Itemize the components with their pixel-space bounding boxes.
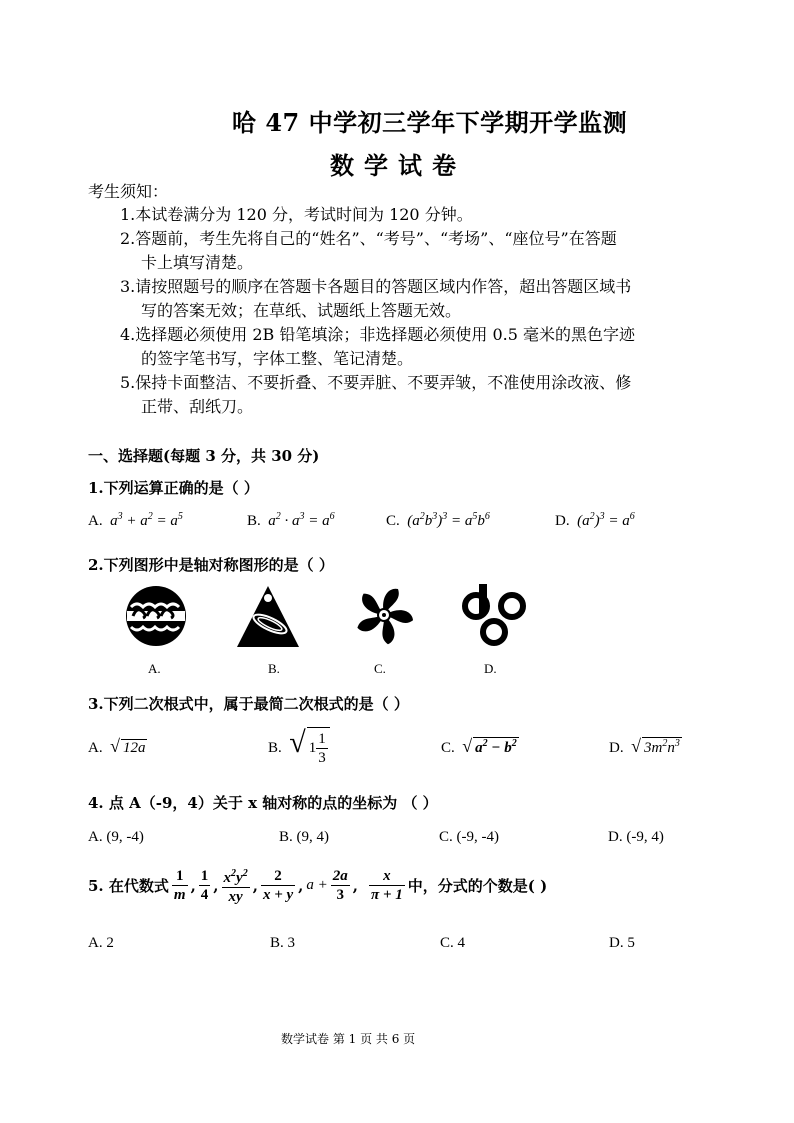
- expr-1-over-4: $\frac{1}{4}$: [200, 868, 209, 903]
- notice-item: 4.选择题必须使用 2B 铅笔填涂；非选择题必须使用 0.5 毫米的黑色字迹: [120, 325, 635, 344]
- figure-label-c: C.: [374, 661, 386, 676]
- question-3-option-a: A. √ 12a: [88, 736, 146, 756]
- figure-b-triangle-ellipse: [236, 584, 300, 648]
- question-1-option-a: A. $a^3 + a^2 = a^5$: [88, 511, 183, 529]
- question-5-option-d: D. 5: [609, 935, 635, 951]
- question-4-option-d: D. (-9, 4): [608, 829, 664, 845]
- notice-item: 的签字笔书写，字体工整、笔记清楚。: [141, 349, 414, 368]
- question-3-option-c: C. √ $a^2 - b^2$: [441, 736, 517, 756]
- figure-label-b: B.: [268, 661, 280, 676]
- question-5-stem: 5. 在代数式 $\frac{1}{m}$ , $\frac{1}{4}$ , $\frac{x^2y^2}{xy}$ , $\frac{2}{x + y}$ , a + $\frac{2a}{3}$ , $\frac{x}{\pi + 1}$ 中，分式的个数是( ): [88, 865, 547, 906]
- figure-label-d: D.: [484, 661, 497, 676]
- question-1-option-c: C. $(a^2b^3)^3 = a^5b^6$: [386, 511, 490, 529]
- question-3-option-b: B. √ 1 $\frac{1}{3}$: [268, 726, 330, 767]
- question-5-option-c: C. 4: [440, 935, 466, 951]
- expr-2-over-x-plus-y: $\frac{2}{x + y}$: [262, 868, 294, 903]
- figure-label-a: A.: [148, 661, 161, 676]
- question-4-option-b: B. (9, 4): [279, 829, 329, 845]
- question-4-option-a: A. (9, -4): [88, 829, 144, 845]
- question-3-stem: 3.下列二次根式中，属于最简二次根式的是（ ）: [88, 695, 409, 713]
- expr-x-over-pi-plus-1: $\frac{x}{\pi + 1}$: [371, 868, 403, 903]
- notice-item: 正带、刮纸刀。: [141, 397, 254, 416]
- notice-heading: 考生须知：: [88, 182, 169, 201]
- question-5-suffix: 中，分式的个数是( ): [407, 877, 548, 895]
- question-1-option-d: D. $(a^2)^3 = a^6$: [555, 511, 635, 529]
- question-4-stem: 4. 点 A（-9，4）关于 x 轴对称的点的坐标为 （ ）: [88, 794, 438, 812]
- notice-item: 5.保持卡面整洁、不要折叠、不要弄脏、不要弄皱，不准使用涂改液、修: [120, 373, 632, 392]
- figure-a-wave-circle: [125, 585, 187, 647]
- question-1-stem: 1.下列运算正确的是（ ）: [88, 479, 259, 497]
- notice-item: 写的答案无效；在草纸、试题纸上答题无效。: [141, 301, 462, 320]
- question-5-option-a: A. 2: [88, 935, 114, 951]
- question-4-option-c: C. (-9, -4): [439, 829, 499, 845]
- question-3-option-d: D. √ $3m^2n^3$: [609, 736, 680, 756]
- question-1-option-b: B. $a^2 \cdot a^3 = a^6$: [247, 511, 335, 529]
- notice-item: 卡上填写清楚。: [141, 253, 254, 272]
- expr-1-over-m: $\frac{1}{m}$: [173, 868, 186, 903]
- question-2-stem: 2.下列图形中是轴对称图形的是（ ）: [88, 556, 334, 574]
- figure-d-circles: [462, 584, 532, 648]
- notice-item: 3.请按照题号的顺序在答题卡各题目的答题区域内作答，超出答题区域书: [120, 277, 632, 296]
- figure-c-pinwheel: [353, 584, 415, 646]
- question-5-option-b: B. 3: [270, 935, 296, 951]
- question-5-prefix: 5. 在代数式: [88, 877, 169, 895]
- exam-title: 哈 47 中学初三学年下学期开学监测: [232, 108, 628, 137]
- page-footer: 数学试卷 第 1 页 共 6 页: [281, 1032, 416, 1046]
- expr-x2y2-over-xy: $\frac{x^2y^2}{xy}$: [222, 865, 250, 906]
- section-heading: 一、选择题(每题 3 分，共 30 分): [88, 447, 320, 465]
- expr-2a-over-3: $\frac{2a}{3}$: [332, 868, 348, 903]
- exam-subtitle: 数学试卷: [330, 151, 466, 180]
- notice-item: 1.本试卷满分为 120 分，考试时间为 120 分钟。: [120, 205, 473, 224]
- expr-a-plus: a +: [306, 877, 328, 893]
- notice-item: 2.答题前，考生先将自己的“姓名”、“考号”、“考场”、“座位号”在答题: [120, 229, 617, 248]
